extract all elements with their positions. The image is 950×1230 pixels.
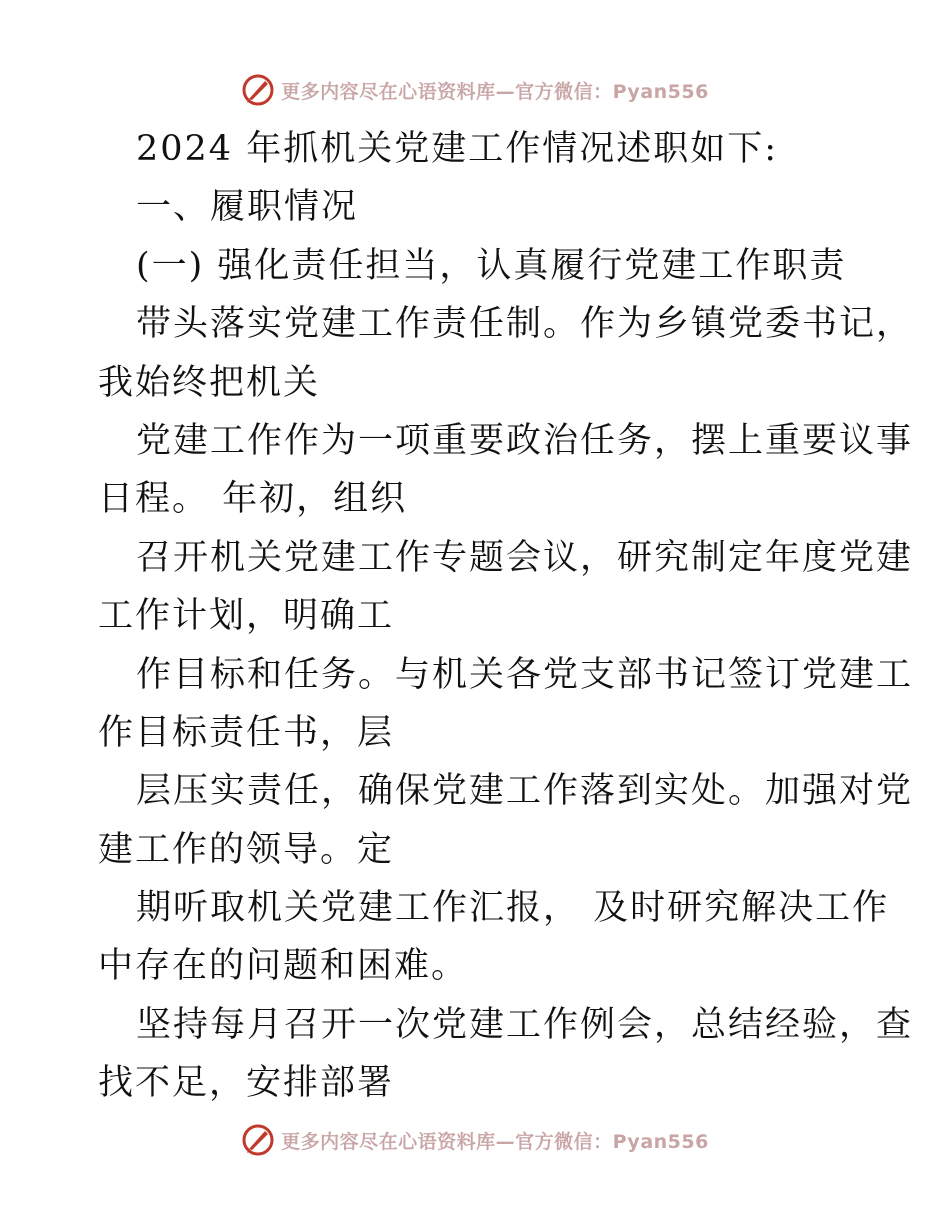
- text-line: 建工作的领导。定: [98, 829, 395, 870]
- watermark-group: [241, 1123, 709, 1157]
- text-line: 2024 年抓机关党建工作情况述职如下:: [136, 129, 778, 169]
- text-line: 召开机关党建工作专题会议，研究制定年度党建: [136, 537, 914, 578]
- text-line: 工作计划，明确工: [98, 596, 395, 637]
- quill-pen-logo-icon: [241, 1123, 275, 1157]
- text-line: 作目标责任书，层: [98, 712, 395, 753]
- text-line: 带头落实党建工作责任制。作为乡镇党委书记，: [136, 304, 914, 345]
- watermark-group: [241, 73, 709, 107]
- text-line: 层压实责任，确保党建工作落到实处。加强对党: [136, 771, 914, 812]
- text-line: 党建工作作为一项重要政治任务，摆上重要议事: [136, 420, 914, 461]
- text-line: (一) 强化责任担当，认真履行党建工作职责: [136, 245, 847, 286]
- footer-watermark: [0, 1120, 950, 1160]
- text-line: 日程。 年初，组织: [98, 479, 408, 520]
- document-body: [98, 120, 914, 1113]
- text-line: 中存在的问题和困难。: [98, 946, 469, 987]
- text-line: 作目标和任务。与机关各党支部书记签订党建工: [136, 654, 914, 695]
- text-line: 我始终把机关: [98, 362, 321, 403]
- text-line: 坚持每月召开一次党建工作例会，总结经验，查: [136, 1004, 914, 1045]
- text-line: 一、履职情况: [136, 187, 359, 228]
- text-line: 期听取机关党建工作汇报， 及时研究解决工作: [136, 888, 890, 929]
- watermark-text: 更多内容尽在心语资料库—官方微信：Pyan556: [281, 80, 709, 103]
- header-watermark: [0, 70, 950, 110]
- watermark-text: 更多内容尽在心语资料库—官方微信：Pyan556: [281, 1130, 709, 1153]
- text-line: 找不足，安排部署: [98, 1063, 395, 1104]
- quill-pen-logo-icon: [241, 73, 275, 107]
